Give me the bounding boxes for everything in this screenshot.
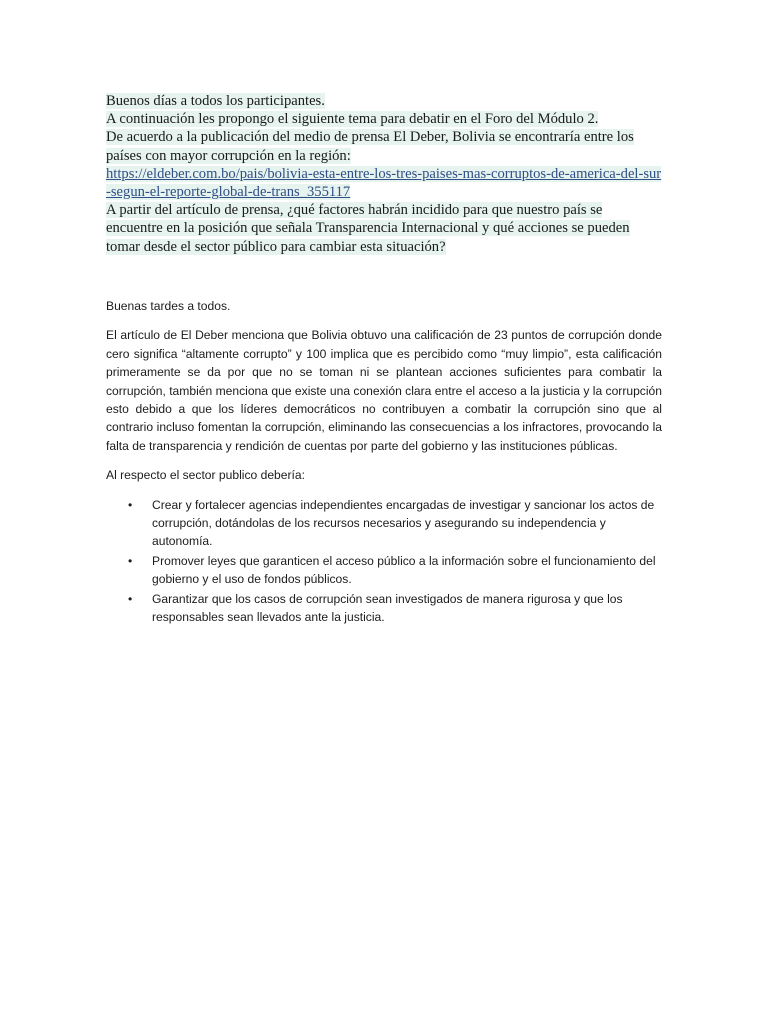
forum-answer (106, 297, 662, 628)
list-item-text: Garantizar que los casos de corrupción sean investigados de manera rigurosa y que los responsables sean llevados ante la justicia. (152, 591, 623, 625)
bullet-icon: • (128, 591, 133, 606)
prompt-intro: A continuación les propongo el siguiente tema para debatir en el Foro del Módulo 2. (106, 111, 599, 128)
prompt-question: A partir del artículo de prensa, ¿qué factores habrán incidido para que nuestro país se encuentre en la posición que señala Transparencia Internacional y qué acciones se pueden tomar desde el sector público para cambiar esta situación? (106, 202, 630, 255)
article-link[interactable]: https://eldeber.com.bo/pais/bolivia-esta-entre-los-tres-paises-mas-corruptos-de-america-del-sur-segun-el-reporte-global-de-trans_355117 (106, 165, 662, 201)
recommendations-list (106, 496, 662, 627)
bullet-icon: • (128, 497, 133, 512)
list-item (106, 552, 662, 589)
list-item (106, 590, 662, 627)
list-item-text: Promover leyes que garanticen el acceso público a la información sobre el funcionamiento del gobierno y el uso de fondos públicos. (152, 553, 656, 587)
answer-body: El artículo de El Deber menciona que Bolivia obtuvo una calificación de 23 puntos de corrupción donde cero significa “altamente corrupto” y 100 implica que es percibido como “muy limpio”, esta calificación primeramente se da por que no se toman ni se plantean acciones suficientes para combatir la corrupción, también menciona que existe una conexión clara entre el acceso a la justicia y la corrupción esto debido a que los líderes democráticos no contribuyen a combatir la corrupción sino que al contrario incluso fomentan la corrupción, eliminando las consecuencias a los infractores, provocando la falta de transparencia y rendición de cuentas por parte del gobierno y las instituciones públicas. (106, 328, 662, 453)
list-item-text: Crear y fortalecer agencias independientes encargadas de investigar y sancionar los actos de corrupción, dotándolas de los recursos necesarios y asegurando su independencia y autonomía. (152, 497, 655, 549)
prompt-paragraph (106, 92, 662, 256)
forum-prompt (106, 92, 662, 256)
answer-salutation: Buenas tardes a todos. (106, 299, 231, 313)
prompt-context: De acuerdo a la publicación del medio de prensa El Deber, Bolivia se encontraría entre los países con mayor corrupción en la región: (106, 129, 634, 164)
prompt-greeting: Buenos días a todos los participantes. (106, 93, 325, 109)
list-item (106, 496, 662, 551)
bullet-icon: • (128, 553, 133, 568)
answer-lead-in: Al respecto el sector publico debería: (106, 468, 305, 483)
